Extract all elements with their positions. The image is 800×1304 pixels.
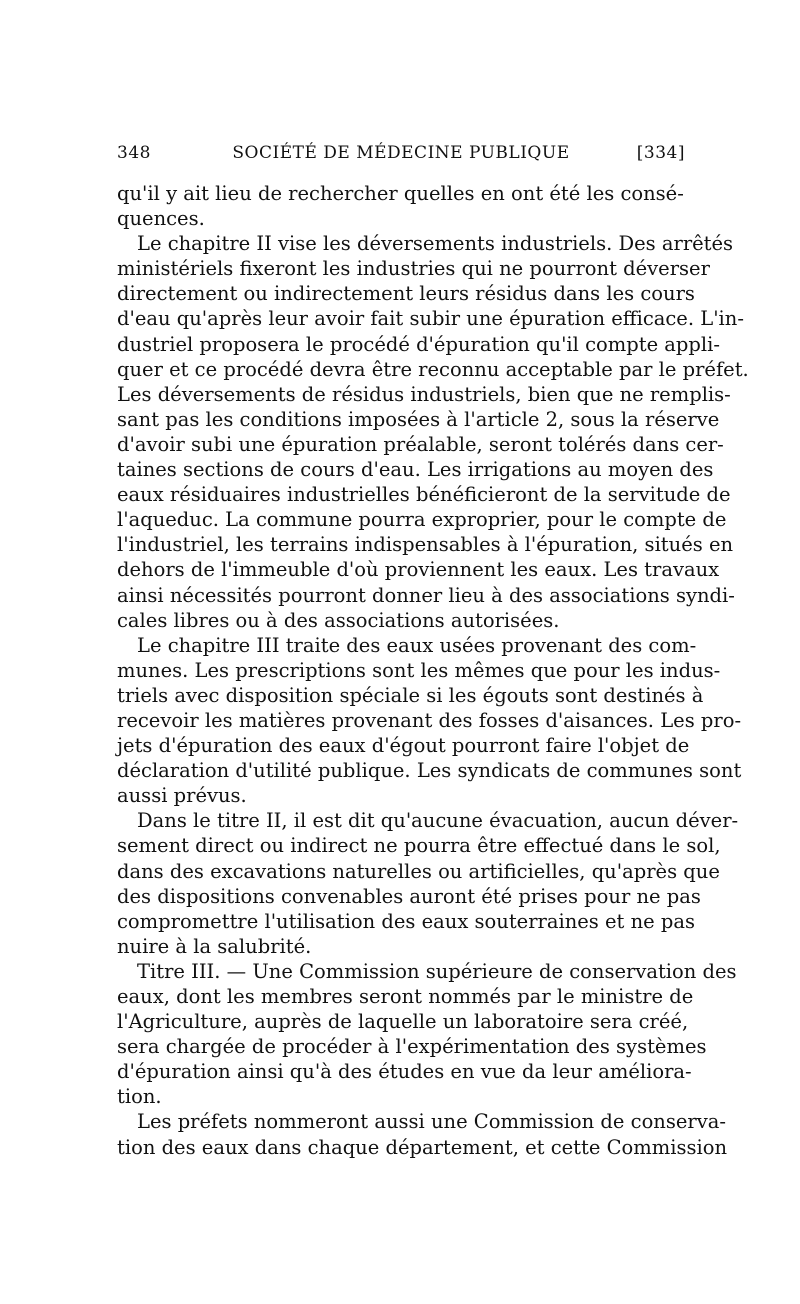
text-line: Le chapitre III traite des eaux usées provenant des com- — [137, 633, 697, 657]
text-line: aussi prévus. — [117, 784, 247, 808]
paragraph — [117, 808, 739, 959]
text-line: directement ou indirectement leurs résidus dans les cours — [117, 282, 695, 306]
text-line: cales libres ou à des associations autorisées. — [117, 608, 560, 632]
text-line: recevoir les matières provenant des fosses d'aisances. Les pro- — [117, 708, 742, 732]
text-line: quences. — [117, 207, 205, 231]
text-line: l'aqueduc. La commune pourra exproprier, pour le compte de — [117, 508, 727, 532]
text-line: qu'il y ait lieu de rechercher quelles en ont été les consé- — [117, 182, 684, 205]
text-line: ainsi nécessités pourront donner lieu à des associations syndi- — [117, 583, 735, 607]
text-line: tion. — [117, 1085, 162, 1109]
section-number: [334] — [636, 143, 685, 163]
text-line: dans des excavations naturelles ou artificielles, qu'après que — [117, 859, 720, 883]
text-line: Titre III. — Une Commission supérieure de conservation des — [137, 959, 737, 983]
text-line: l'Agriculture, auprès de laquelle un laboratoire sera créé, — [117, 1010, 689, 1034]
text-line: nuire à la salubrité. — [117, 934, 312, 958]
text-line: d'avoir subi une épuration préalable, seront tolérés dans cer- — [117, 432, 724, 456]
text-line: tion des eaux dans chaque département, et cette Commission — [117, 1135, 728, 1159]
text-line: ministériels fixeront les industries qui ne pourront déverser — [117, 257, 710, 281]
text-line: compromettre l'utilisation des eaux souterraines et ne pas — [117, 909, 695, 933]
text-line: Dans le titre II, il est dit qu'aucune évacuation, aucun déver- — [137, 809, 739, 833]
paragraph — [117, 633, 742, 809]
text-line: Les déversements de résidus industriels, bien que ne remplis- — [117, 382, 731, 406]
text-line: jets d'épuration des eaux d'égout pourront faire l'objet de — [117, 734, 690, 758]
running-title: SOCIÉTÉ DE MÉDECINE PUBLIQUE — [232, 143, 570, 163]
text-line: d'eau qu'après leur avoir fait subir une épuration efficace. L'in- — [117, 307, 744, 331]
paragraph — [117, 959, 737, 1110]
text-line: sant pas les conditions imposées à l'article 2, sous la réserve — [117, 407, 720, 431]
text-line: d'épuration ainsi qu'à des études en vue da leur améliora- — [117, 1060, 692, 1084]
paragraph — [117, 1109, 728, 1159]
text-line: eaux, dont les membres seront nommés par le ministre de — [117, 985, 694, 1008]
text-line: triels avec disposition spéciale si les égouts sont destinés à — [117, 683, 704, 707]
text-line: dehors de l'immeuble d'où proviennent les eaux. Les travaux — [117, 558, 720, 582]
text-line: des dispositions convenables auront été prises pour ne pas — [117, 884, 701, 908]
paragraph — [117, 231, 749, 633]
text-line: taines sections de cours d'eau. Les irrigations au moyen des — [117, 458, 714, 482]
text-line: eaux résiduaires industrielles bénéficieront de la servitude de — [117, 483, 731, 507]
text-line: Le chapitre II vise les déversements industriels. Des arrêtés — [137, 232, 734, 256]
text-line: dustriel proposera le procédé d'épuration qu'il compte appli- — [117, 332, 720, 356]
body-text — [117, 181, 749, 1160]
page-number: 348 — [117, 143, 151, 163]
paragraph — [117, 181, 683, 231]
text-line: déclaration d'utilité publique. Les syndicats de communes sont — [117, 759, 742, 783]
text-line: Les préfets nommeront aussi une Commission de conserva- — [137, 1110, 726, 1134]
text-line: sera chargée de procéder à l'expérimentation des systèmes — [117, 1035, 707, 1059]
page-header — [117, 143, 685, 173]
text-line: sement direct ou indirect ne pourra être effectué dans le sol, — [117, 834, 721, 858]
text-line: munes. Les prescriptions sont les mêmes que pour les indus- — [117, 658, 721, 682]
text-line: l'industriel, les terrains indispensables à l'épuration, situés en — [117, 533, 734, 557]
text-line: quer et ce procédé devra être reconnu acceptable par le préfet. — [117, 357, 749, 381]
